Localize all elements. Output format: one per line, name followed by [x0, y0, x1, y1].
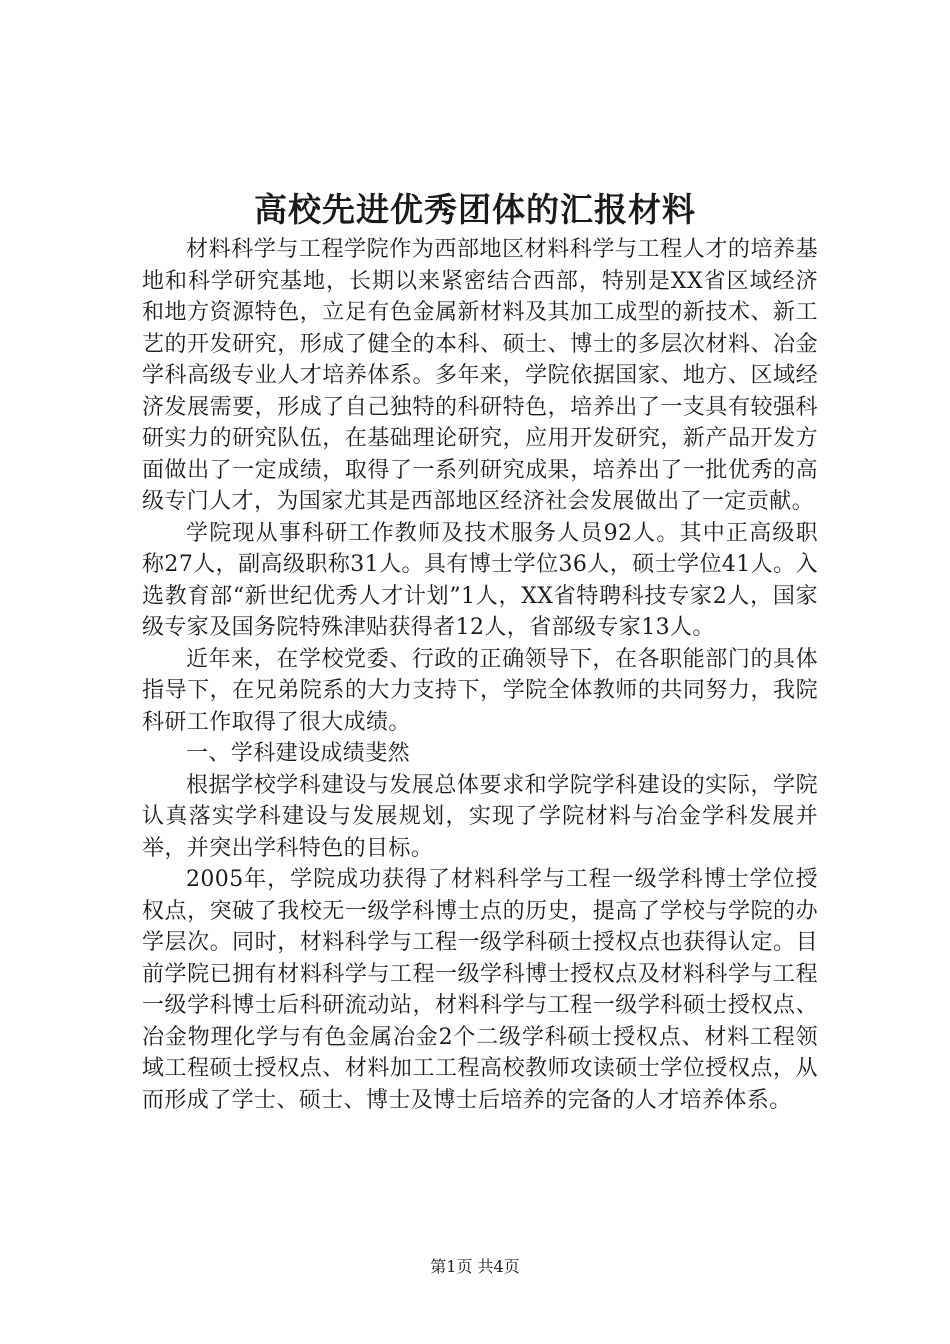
paragraph-discipline: 根据学校学科建设与发展总体要求和学院学科建设的实际，学院认真落实学科建设与发展规划，实现了学院材料与冶金学科发展并举，并突出学科特色的目标。 [142, 772, 818, 861]
page-footer: 第1页 共4页 [430, 1257, 520, 1276]
section-heading: 一、学科建设成绩斐然 [186, 741, 411, 766]
paragraph-staff: 学院现从事科研工作教师及技术服务人员92人。其中正高级职称27人，副高级职称31人。具有博士学位36人，硕士学位41人。入选教育部“新世纪优秀人才计划”1人，XX省特聘科技专家2人，国家级专家及国务院特殊津贴获得者12人，省部级专家13人。 [142, 520, 818, 640]
document-body [142, 234, 818, 1116]
document-title: 高校先进优秀团体的汇报材料 [254, 190, 696, 229]
paragraph-intro: 材料科学与工程学院作为西部地区材料科学与工程人才的培养基地和科学研究基地，长期以来紧密结合西部，特别是XX省区域经济和地方资源特色，立足有色金属新材料及其加工成型的新技术、新工艺的开发研究，形成了健全的本科、硕士、博士的多层次材料、冶金学科高级专业人才培养体系。多年来，学院依据国家、地方、区域经济发展需要，形成了自己独特的科研特色，培养出了一支具有较强科研实力的研究队伍，在基础理论研究，应用开发研究，新产品开发方面做出了一定成绩，取得了一系列研究成果，培养出了一批优秀的高级专门人才，为国家尤其是西部地区经济社会发展做出了一定贡献。 [142, 237, 818, 514]
paragraph-achievements: 近年来，在学校党委、行政的正确领导下，在各职能部门的具体指导下，在兄弟院系的大力支持下，学院全体教师的共同努力，我院科研工作取得了很大成绩。 [142, 646, 818, 735]
paragraph-degree-authorization: 2005年，学院成功获得了材料科学与工程一级学科博士学位授权点，突破了我校无一级学科博士点的历史，提高了学校与学院的办学层次。同时，材料科学与工程一级学科硕士授权点也获得认定。目前学院已拥有材料科学与工程一级学科博士授权点及材料科学与工程一级学科博士后科研流动站，材料科学与工程一级学科硕士授权点、冶金物理化学与有色金属冶金2个二级学科硕士授权点、材料工程领域工程硕士授权点、材料加工工程高校教师攻读硕士学位授权点，从而形成了学士、硕士、博士及博士后培养的完备的人才培养体系。 [142, 867, 818, 1113]
